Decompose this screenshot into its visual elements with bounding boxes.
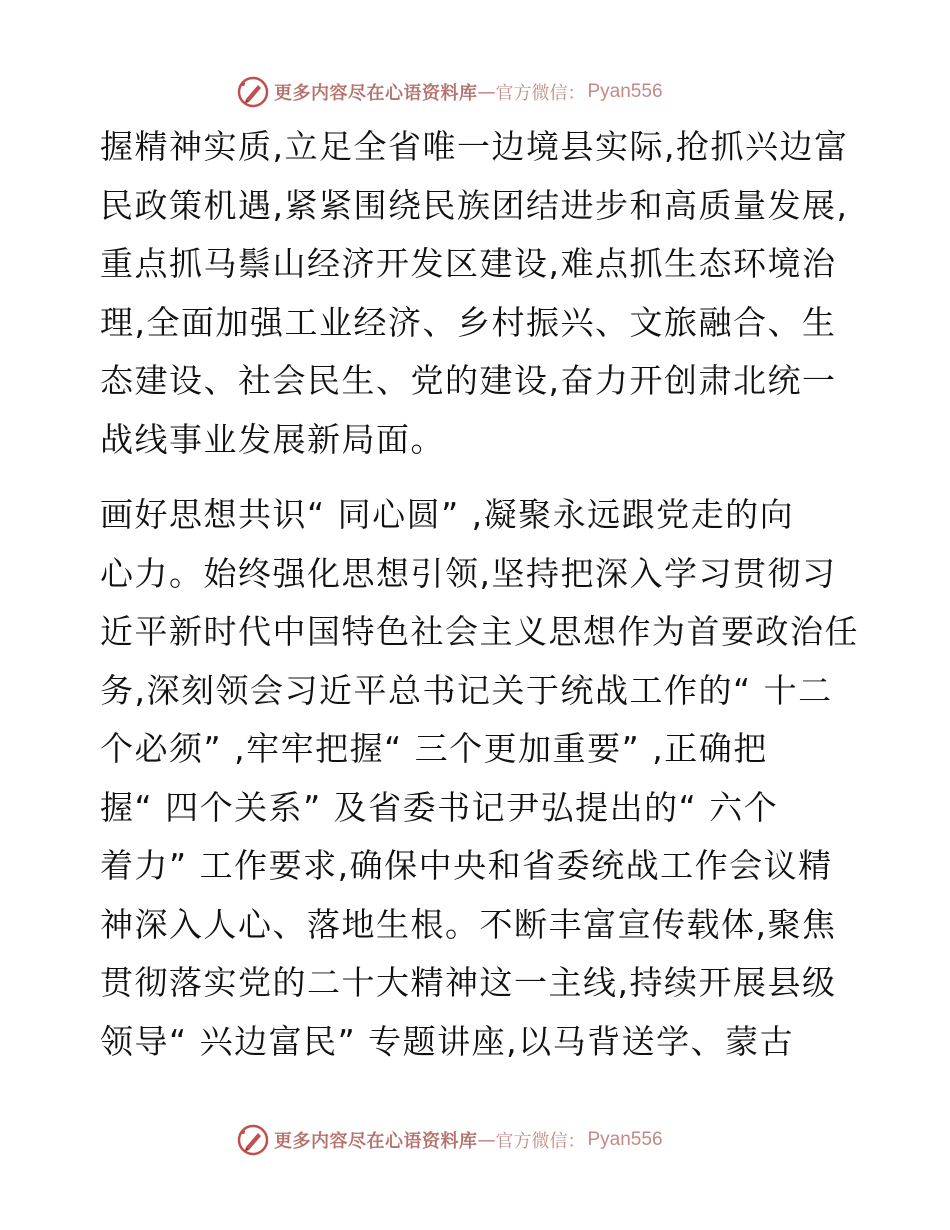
text-line: 态建设、社会民生、党的建设,奋力开创肃北统一 [100,361,837,400]
text-line: 心力。始终强化思想引领,坚持把深入学习贯彻习 [100,553,837,593]
pen-logo-icon [236,1123,270,1157]
watermark-main-text: 更多内容尽在心语资料库 [274,83,478,104]
paragraph-2 [100,486,860,1071]
watermark-main-text: 更多内容尽在心语资料库 [274,1131,478,1152]
text-line: 画好思想共识“ 同心圆” ,凝聚永远跟党走的向 [100,495,795,534]
text-line: 战线事业发展新局面。 [100,419,445,459]
watermark-separator: — [477,1129,496,1151]
text-line: 务,深刻领会习近平总书记关于统战工作的“ 十二 [100,670,833,710]
text-line: 握精神实质,立足全省唯一边境县实际,抢抓兴边富 [100,127,849,166]
paragraph-1 [100,118,860,469]
watermark-label: 官方微信： [495,83,586,104]
text-line: 着力” 工作要求,确保中央和省委统战工作会议精 [100,846,833,885]
text-line: 近平新时代中国特色社会主义思想作为首要政治任 [100,612,859,651]
text-line: 领导“ 兴边富民” 专题讲座,以马背送学、蒙古 [100,1021,795,1061]
text-line: 握“ 四个关系” 及省委书记尹弘提出的“ 六个 [100,787,779,827]
text-line: 理,全面加强工业经济、乡村振兴、文旅融合、生 [100,302,837,342]
watermark-label: 官方微信： [495,1131,586,1152]
text-line: 个必须” ,牢牢把握“ 三个更加重要” ,正确把 [100,729,768,768]
text-line: 贯彻落实党的二十大精神这一主线,持续开展县级 [100,963,837,1002]
watermark-wechat-id: Pyan556 [587,81,663,102]
text-line: 民政策机遇,紧紧围绕民族团结进步和高质量发展, [100,185,849,225]
pen-logo-icon [236,75,270,109]
header-watermark [236,72,663,112]
text-line: 神深入人心、落地生根。不断丰富宣传载体,聚焦 [100,904,837,944]
watermark-separator: — [477,81,496,103]
footer-watermark [236,1120,663,1160]
watermark-wechat-id: Pyan556 [587,1129,663,1150]
text-line: 重点抓马鬃山经济开发区建设,难点抓生态环境治 [100,244,837,283]
